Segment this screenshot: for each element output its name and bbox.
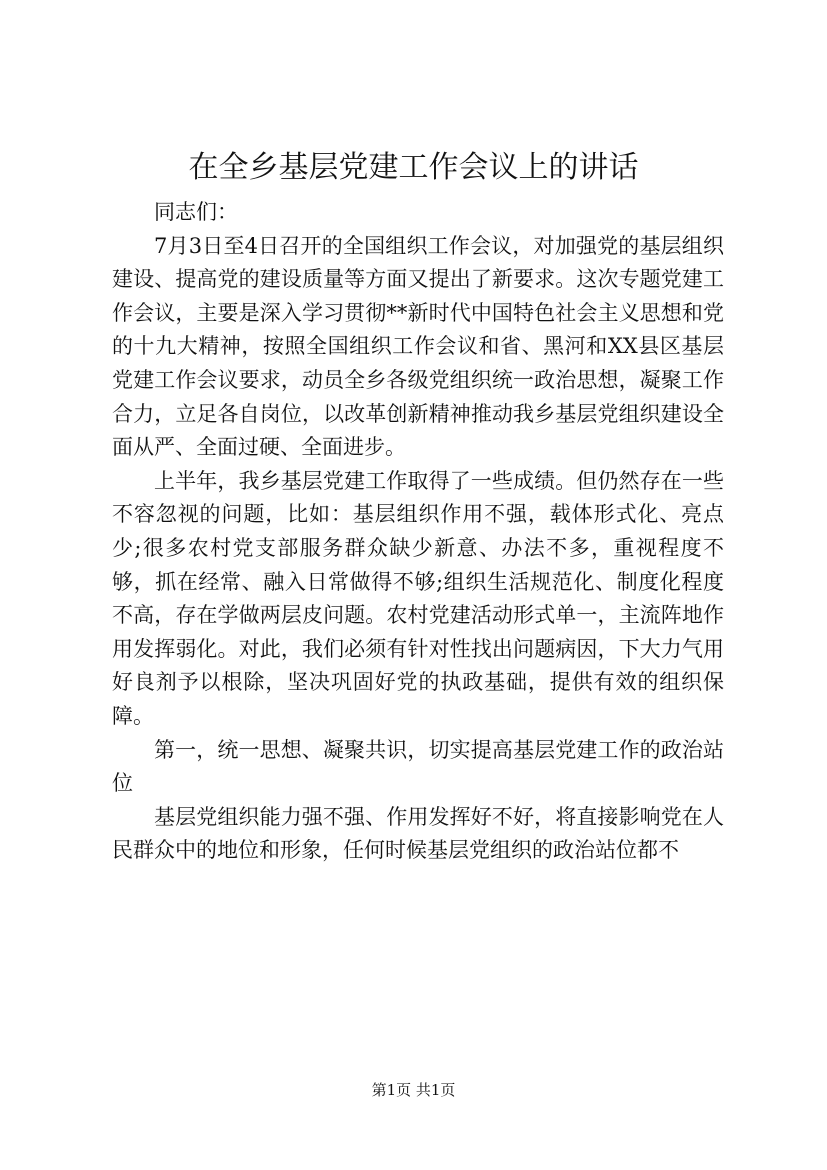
section-heading-paragraph: 第一，统一思想、凝聚共识，切实提高基层党建工作的政治站位 xyxy=(112,737,724,796)
page-number-footer: 第1页 共1页 xyxy=(371,1081,456,1099)
body-paragraph: 上半年，我乡基层党建工作取得了一些成绩。但仍然存在一些不容忽视的问题，比如：基层组织作用不强，载体形式化、亮点少;很多农村党支部服务群众缺少新意、办法不多，重视程度不够，抓在经常、融入日常做得不够;组织生活规范化、制度化程度不高，存在学做两层皮问题。农村党建活动形式单一，主流阵地作用发挥弱化。对此，我们必须有针对性找出问题病因，下大力气用好良剂予以根除，坚决巩固好党的执政基础，提供有效的组织保障。 xyxy=(112,468,724,728)
body-paragraph: 基层党组织能力强不强、作用发挥好不好，将直接影响党在人民群众中的地位和形象，任何时候基层党组织的政治站位都不 xyxy=(112,804,724,863)
salutation-paragraph: 同志们： xyxy=(154,200,238,224)
document-body xyxy=(112,196,724,868)
document-title: 在全乡基层党建工作会议上的讲话 xyxy=(188,150,639,185)
body-paragraph: 7月3日至4日召开的全国组织工作会议，对加强党的基层组织建设、提高党的建设质量等方面又提出了新要求。这次专题党建工作会议，主要是深入学习贯彻**新时代中国特色社会主义思想和党的十九大精神，按照全国组织工作会议和省、黑河和XX县区基层党建工作会议要求，动员全乡各级党组织统一政治思想，凝聚工作合力，立足各自岗位，以改革创新精神推动我乡基层党组织建设全面从严、全面过硬、全面进步。 xyxy=(112,233,724,460)
